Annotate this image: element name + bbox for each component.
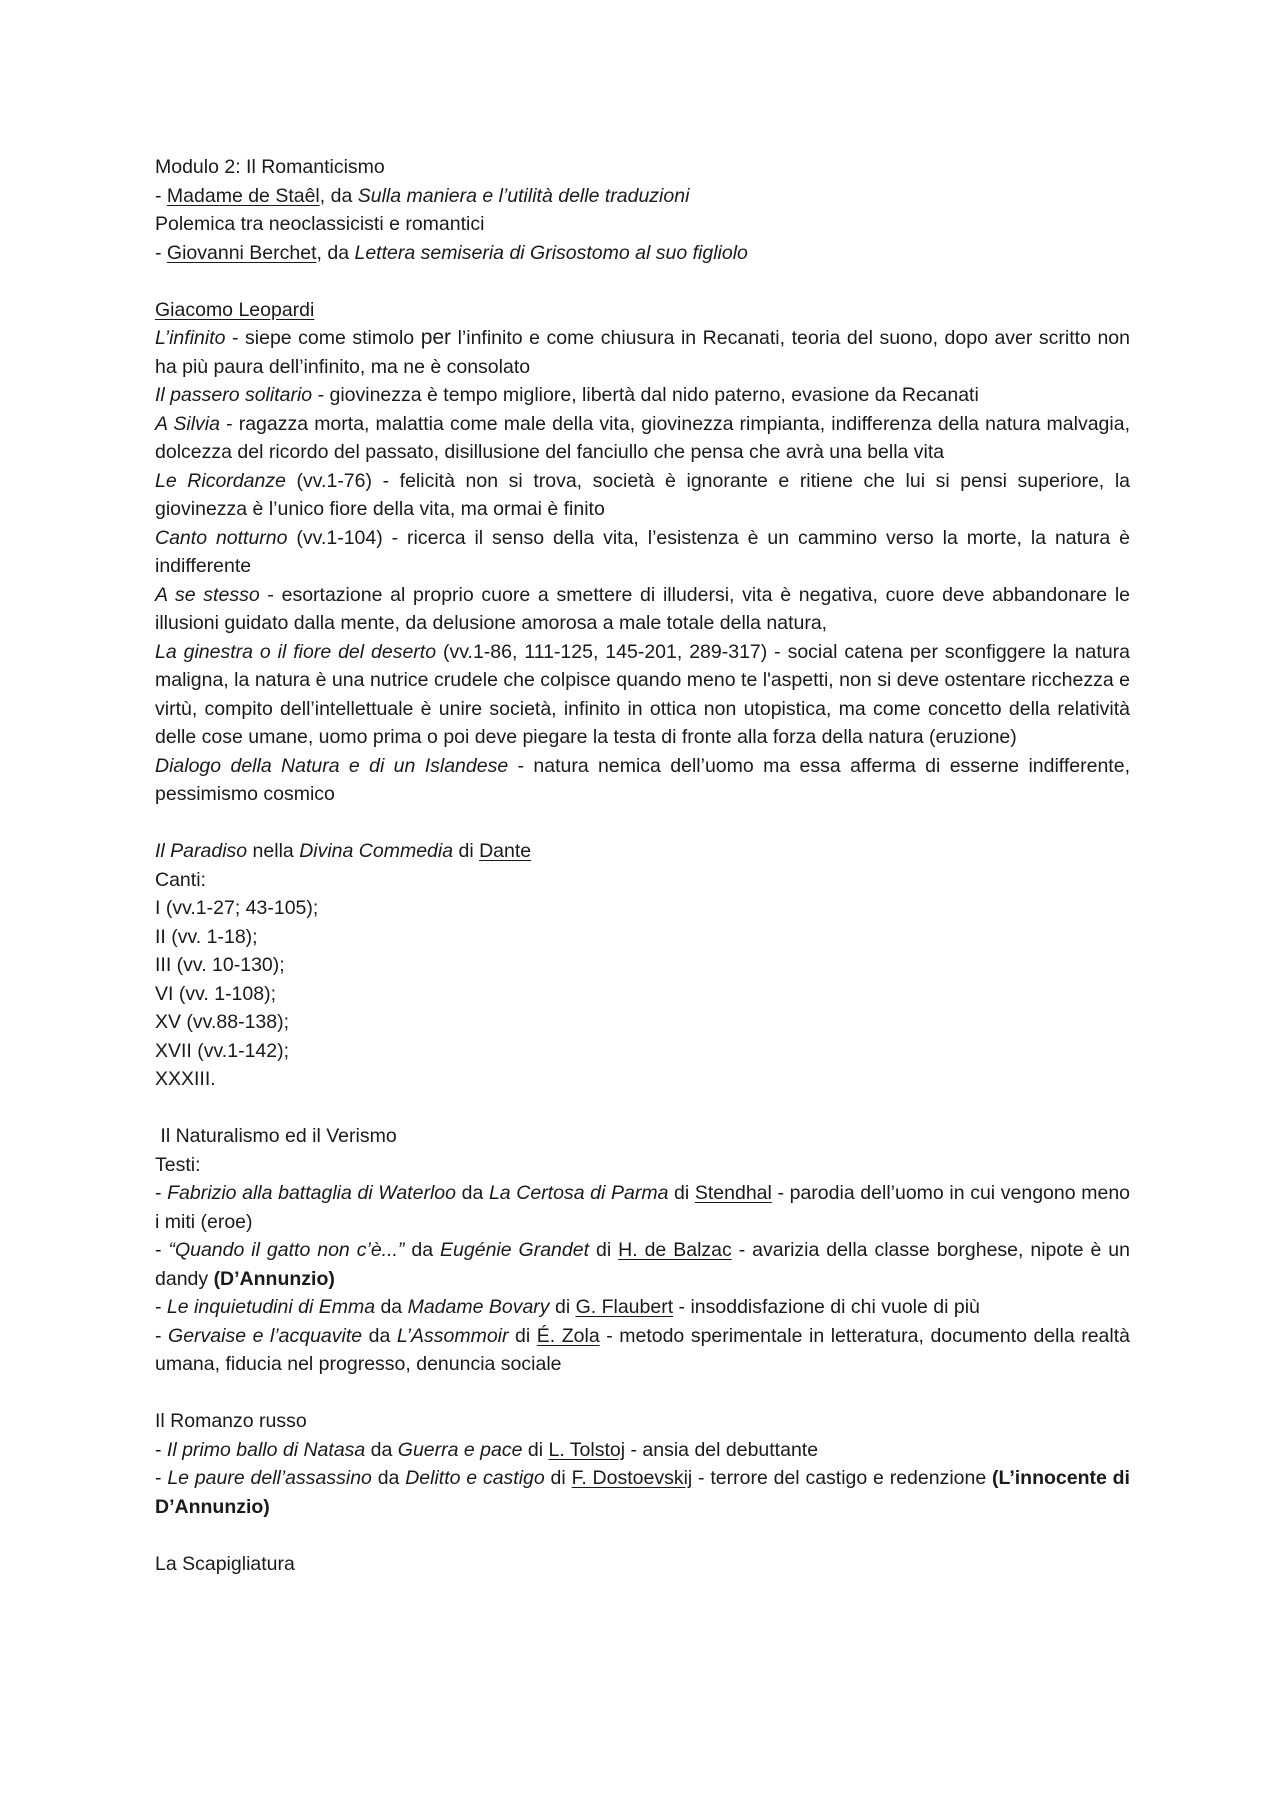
author-name: Stendhal bbox=[694, 1182, 772, 1204]
author-name: Madame de Staêl bbox=[166, 184, 320, 207]
work-title: Dialogo della Natura e di un Islandese bbox=[155, 754, 509, 777]
work-title: Divina Commedia bbox=[299, 840, 454, 862]
entry-text: per bbox=[420, 326, 452, 349]
connector: da bbox=[371, 1467, 406, 1489]
work-title: A Silvia bbox=[155, 412, 220, 435]
canto-item: III (vv. 10-130); bbox=[155, 954, 285, 976]
work-entry bbox=[155, 524, 1130, 581]
dash: - bbox=[155, 1324, 169, 1347]
section-heading: Il Romanzo russo bbox=[155, 1410, 307, 1432]
entry-text: - insoddisfazione di chi vuole di più bbox=[673, 1296, 980, 1318]
work-entry bbox=[155, 467, 1130, 524]
canto-item: XVII (vv.1-142); bbox=[155, 1039, 290, 1062]
connector: di bbox=[544, 1467, 572, 1489]
text-line: Polemica tra neoclassicisti e romantici bbox=[155, 213, 485, 235]
section-heading: Il Naturalismo ed il Verismo bbox=[155, 1125, 397, 1147]
dash: - bbox=[155, 1438, 167, 1461]
work-title: Sulla maniera e l’utilità delle traduzioni bbox=[357, 184, 690, 207]
spacer bbox=[155, 1379, 1130, 1408]
work-entry bbox=[155, 581, 1130, 638]
work-title: Il Paradiso bbox=[155, 840, 248, 862]
list-item bbox=[155, 239, 1130, 268]
work-entry bbox=[155, 1236, 1130, 1293]
entry-text: - parodia dell’uomo in cui vengono meno i miti (eroe) bbox=[155, 1182, 1131, 1233]
connector: di bbox=[508, 1324, 537, 1347]
section-heading: La Scapigliatura bbox=[155, 1552, 295, 1575]
work-title: La ginestra o il fiore del deserto bbox=[155, 640, 437, 663]
entry-text: - ansia del debuttante bbox=[625, 1438, 819, 1461]
canto-item: XV (vv.88-138); bbox=[155, 1011, 290, 1033]
canto-item: VI (vv. 1-108); bbox=[155, 982, 277, 1005]
spacer bbox=[155, 267, 1130, 296]
canti-label: Canti: bbox=[155, 868, 206, 891]
author-name: G. Flaubert bbox=[575, 1296, 674, 1318]
author-name: Giacomo Leopardi bbox=[155, 298, 315, 321]
work-title: Le Ricordanze bbox=[155, 469, 286, 492]
connector: , da bbox=[316, 241, 355, 264]
connector: di bbox=[549, 1296, 576, 1318]
entry-text: - esortazione al proprio cuore a smettere di illudersi, vita è negativa, cuore deve abbandonare le illusioni guidato dalla mente, da delusione amorosa a male totale della natura, bbox=[155, 583, 1130, 634]
work-title: Madame Bovary bbox=[407, 1296, 550, 1318]
work-title: Eugénie Grandet bbox=[440, 1239, 590, 1261]
dash: - bbox=[155, 241, 167, 264]
spacer bbox=[155, 809, 1130, 838]
work-title: A se stesso bbox=[155, 583, 260, 606]
canto-item: XXXIII. bbox=[155, 1068, 216, 1090]
dash: - bbox=[155, 1182, 168, 1204]
connector: da bbox=[404, 1239, 441, 1261]
connector: , da bbox=[319, 184, 358, 207]
entry-text: - natura nemica dell’uomo ma essa afferma di esserne indifferente, pessimismo cosmico bbox=[155, 754, 1130, 805]
work-title: Delitto e castigo bbox=[405, 1467, 545, 1489]
connector: da bbox=[375, 1296, 408, 1318]
work-title: Gervaise e l’acquavite bbox=[168, 1324, 363, 1347]
work-entry bbox=[155, 638, 1130, 752]
entry-text: - avarizia della classe borghese, nipote è un dandy bbox=[155, 1239, 1130, 1290]
work-entry bbox=[155, 1322, 1130, 1379]
module-title: Modulo 2: Il Romanticismo bbox=[155, 156, 385, 178]
entry-text: (vv.1-76) - felicità non si trova, società è ignorante e ritiene che lui si pensi superiore, la giovinezza è l’unico fiore della vita, ma ormai è finito bbox=[155, 469, 1130, 520]
connector: di bbox=[522, 1438, 549, 1461]
entry-text: l’infinito e come chiusura in Recanati, teoria del suono, dopo aver scritto non ha più paura dell’infinito, ma ne è consolato bbox=[155, 327, 1130, 378]
entry-text: (vv.1-104) - ricerca il senso della vita, l’esistenza è un cammino verso la morte, la natura è indifferente bbox=[155, 526, 1130, 577]
bold-note: (D’Annunzio) bbox=[213, 1267, 335, 1290]
section-heading bbox=[155, 837, 1130, 866]
entry-text: - siepe come stimolo bbox=[225, 327, 421, 349]
spacer bbox=[155, 1094, 1130, 1123]
entry-text: - terrore del castigo e redenzione bbox=[692, 1467, 992, 1489]
work-title: “Quando il gatto non c’è...” bbox=[168, 1239, 405, 1261]
work-title: Fabrizio alla battaglia di Waterloo bbox=[167, 1182, 456, 1204]
connector: di bbox=[453, 840, 480, 862]
section-heading bbox=[155, 296, 1130, 325]
author-name: Dante bbox=[479, 840, 532, 862]
entry-text: (vv.1-86, 111-125, 145-201, 289-317) - social catena per sconfiggere la natura maligna, la natura è una nutrice crudele che colpisce quando meno te l'aspetti, non si deve ostentare ricchezza e virtù, compito dell’intellettuale è unire società, infinito in ottica non utopistica, ma come concetto della relatività delle cose umane, uomo prima o poi deve piegare la testa di fronte alla forza della natura (eruzione) bbox=[155, 640, 1131, 748]
work-entry bbox=[155, 1293, 1130, 1322]
entry-text: - metodo sperimentale in letteratura, documento della realtà umana, fiducia nel progresso, denuncia sociale bbox=[155, 1324, 1130, 1375]
work-entry bbox=[155, 410, 1130, 467]
work-title: Le paure dell’assassino bbox=[167, 1467, 372, 1489]
work-entry bbox=[155, 1464, 1130, 1521]
canto-item: II (vv. 1-18); bbox=[155, 925, 258, 948]
spacer bbox=[155, 1521, 1130, 1550]
connector: da bbox=[455, 1182, 489, 1204]
author-name: F. Dostoevskij bbox=[571, 1467, 693, 1489]
work-title: L’infinito bbox=[155, 327, 226, 349]
canto-item: I (vv.1-27; 43-105); bbox=[155, 897, 319, 919]
connector: di bbox=[589, 1239, 619, 1261]
work-title: Canto notturno bbox=[155, 526, 288, 549]
connector: nella bbox=[247, 840, 300, 862]
work-entry bbox=[155, 752, 1130, 809]
testi-label: Testi: bbox=[155, 1153, 201, 1176]
work-title: Guerra e pace bbox=[397, 1438, 523, 1461]
work-entry bbox=[155, 324, 1130, 381]
work-title: Lettera semiseria di Grisostomo al suo figliolo bbox=[354, 241, 748, 264]
entry-text: - ragazza morta, malattia come male della vita, giovinezza rimpianta, indifferenza della natura malvagia, dolcezza del ricordo del passato, disillusione del fanciullo che pensa che avrà una bella vita bbox=[155, 412, 1130, 463]
dash: - bbox=[155, 1296, 167, 1318]
work-title: Il primo ballo di Natasa bbox=[166, 1438, 366, 1461]
author-name: H. de Balzac bbox=[618, 1239, 732, 1261]
list-item bbox=[155, 182, 1130, 211]
entry-text: - giovinezza è tempo migliore, libertà dal nido paterno, evasione da Recanati bbox=[312, 384, 979, 406]
dash: - bbox=[155, 1467, 168, 1489]
bold-note: (L’innocente di D’Annunzio) bbox=[155, 1467, 1130, 1518]
dash: - bbox=[155, 1239, 169, 1261]
work-entry bbox=[155, 1436, 1130, 1465]
work-title: Il passero solitario bbox=[155, 384, 313, 406]
author-name: Giovanni Berchet bbox=[166, 241, 317, 264]
work-entry bbox=[155, 1179, 1130, 1236]
connector: di bbox=[668, 1182, 695, 1204]
author-name: L. Tolstoj bbox=[548, 1438, 626, 1461]
document-page bbox=[155, 153, 1130, 1578]
work-entry bbox=[155, 381, 1130, 410]
work-title: L’Assommoir bbox=[396, 1324, 509, 1347]
connector: da bbox=[362, 1324, 397, 1347]
author-name: É. Zola bbox=[536, 1324, 600, 1347]
work-title: La Certosa di Parma bbox=[488, 1182, 669, 1204]
work-title: Le inquietudini di Emma bbox=[166, 1296, 376, 1318]
connector: da bbox=[365, 1438, 398, 1461]
dash: - bbox=[155, 184, 167, 207]
